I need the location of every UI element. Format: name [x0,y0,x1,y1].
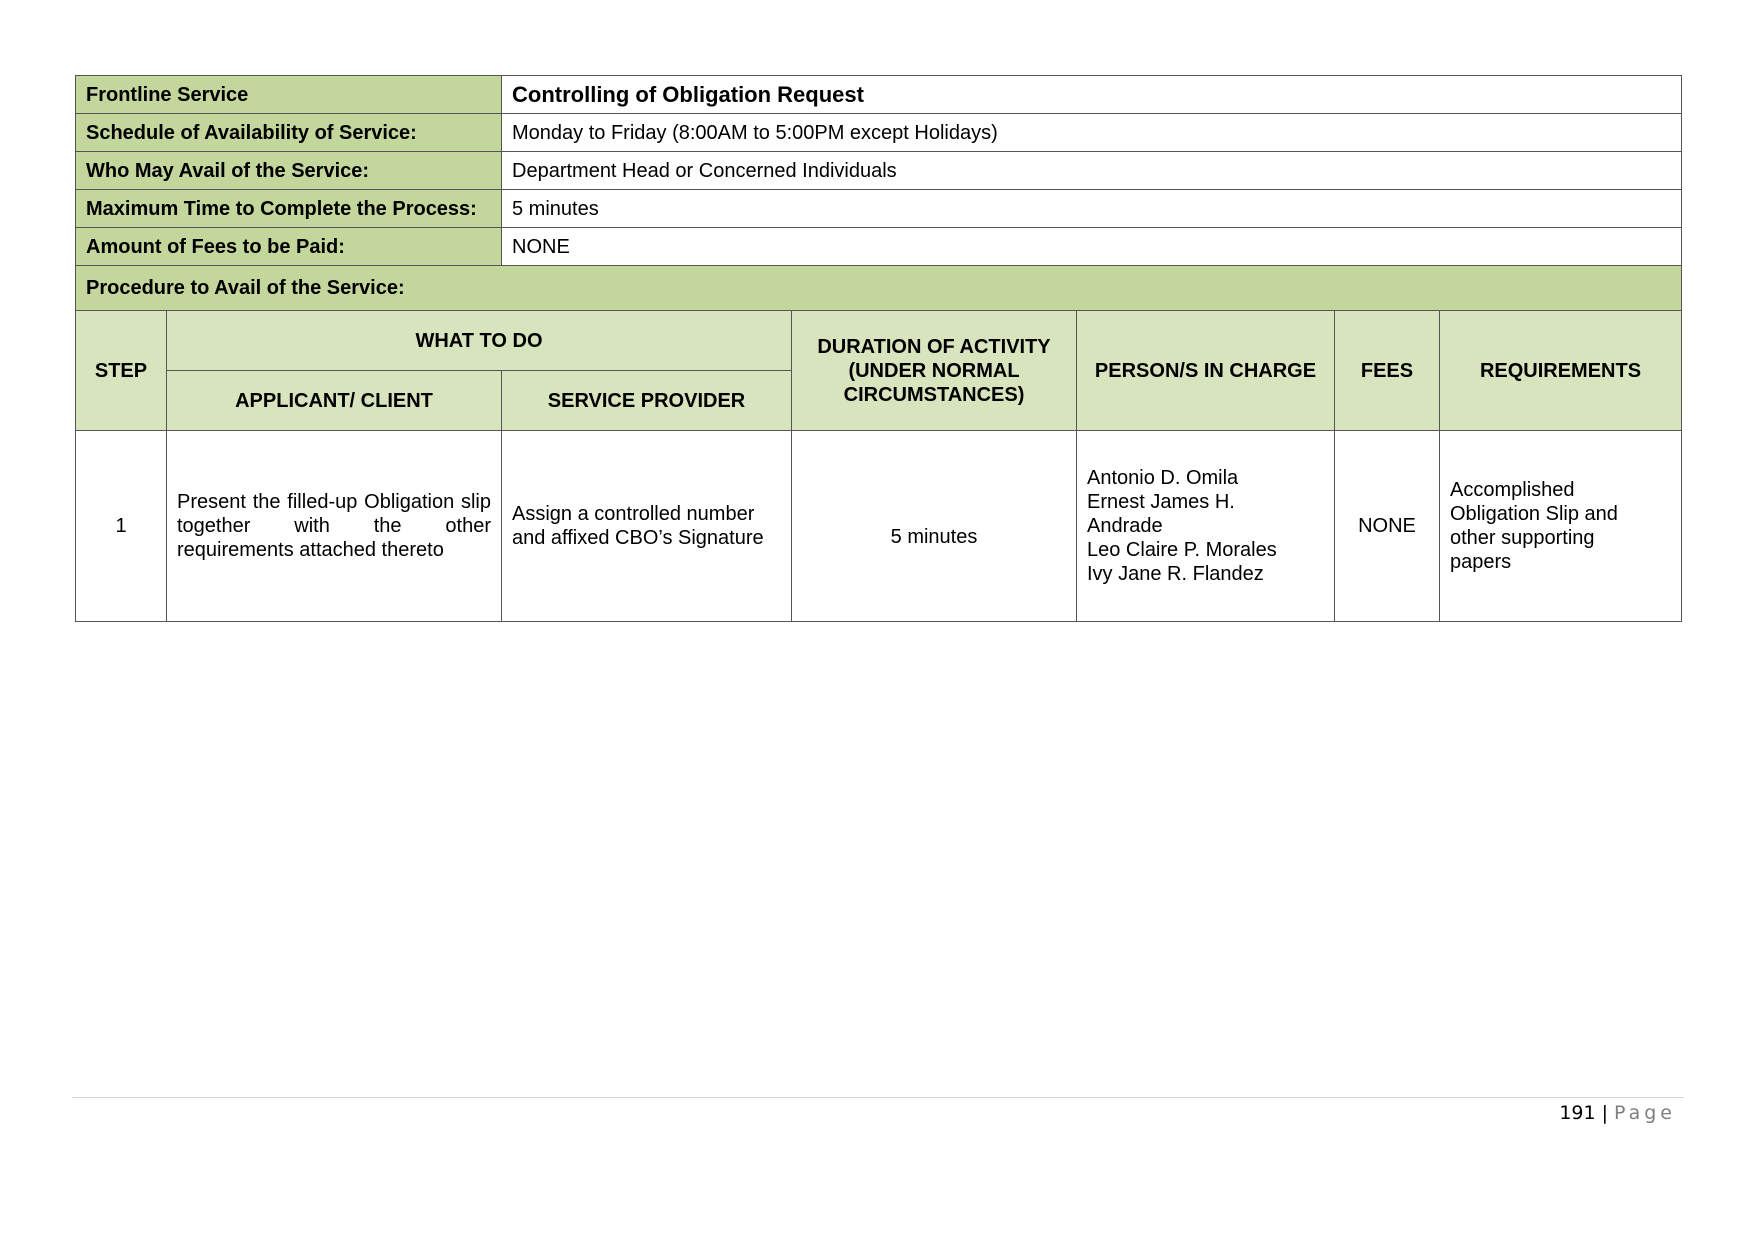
procedure-header-row [76,311,1682,371]
schedule-label: Schedule of Availability of Service: [76,114,502,152]
fees-header: FEES [1335,311,1440,431]
who-may-avail-value: Department Head or Concerned Individuals [502,152,1682,190]
fees-row [76,228,1682,266]
schedule-value: Monday to Friday (8:00AM to 5:00PM except Holidays) [502,114,1682,152]
person-name: Ernest James H. [1087,491,1235,513]
frontline-service-label: Frontline Service [76,76,502,114]
persons-in-charge-header: PERSON/S IN CHARGE [1077,311,1335,431]
who-may-avail-label: Who May Avail of the Service: [76,152,502,190]
schedule-row [76,114,1682,152]
footer-divider [72,1097,1684,1098]
persons-in-charge-list [1077,431,1335,622]
duration-header-line-3: CIRCUMSTANCES) [843,383,1025,406]
requirements-line-4: papers [1450,551,1512,573]
page-number: 191 [1559,1102,1596,1124]
max-time-row [76,190,1682,228]
duration-header-line-1: DURATION OF ACTIVITY [817,335,1051,358]
applicant-client-header: APPLICANT/ CLIENT [167,371,502,431]
frontline-service-row [76,76,1682,114]
max-time-value: 5 minutes [502,190,1682,228]
service-table-container [75,75,1681,622]
citizens-charter-table [75,75,1682,622]
max-time-label: Maximum Time to Complete the Process: [76,190,502,228]
table-row [76,431,1682,622]
fees-value: NONE [502,228,1682,266]
person-name: Antonio D. Omila [1087,467,1239,489]
duration-header [792,311,1077,431]
what-to-do-header: WHAT TO DO [167,311,792,371]
applicant-action: Present the filled-up Obligation slip together with the other requirements attached thereto [167,431,502,622]
step-header: STEP [76,311,167,431]
person-name: Ivy Jane R. Flandez [1087,563,1264,585]
requirements-line-1: Accomplished [1450,479,1575,501]
procedure-row [76,266,1682,311]
service-provider-header: SERVICE PROVIDER [502,371,792,431]
page-word: Page [1614,1102,1676,1124]
page-footer [1559,1102,1676,1124]
person-name: Andrade [1087,515,1163,537]
who-may-avail-row [76,152,1682,190]
person-name: Leo Claire P. Morales [1087,539,1277,561]
service-provider-action-line-1: Assign a controlled number [512,503,755,525]
requirements-header: REQUIREMENTS [1440,311,1682,431]
procedure-label: Procedure to Avail of the Service: [76,266,1682,311]
requirements-line-2: Obligation Slip and [1450,503,1618,525]
requirements-line-3: other supporting [1450,527,1595,549]
step-number: 1 [76,431,167,622]
service-provider-action [502,431,792,622]
page-separator: | [1601,1102,1608,1124]
duration-value: 5 minutes [792,431,1077,622]
frontline-service-value: Controlling of Obligation Request [502,76,1682,114]
requirements-value [1440,431,1682,622]
fees-value-cell: NONE [1335,431,1440,622]
duration-header-line-2: (UNDER NORMAL [848,359,1020,382]
fees-label: Amount of Fees to be Paid: [76,228,502,266]
service-provider-action-line-2: and affixed CBO’s Signature [512,527,764,549]
